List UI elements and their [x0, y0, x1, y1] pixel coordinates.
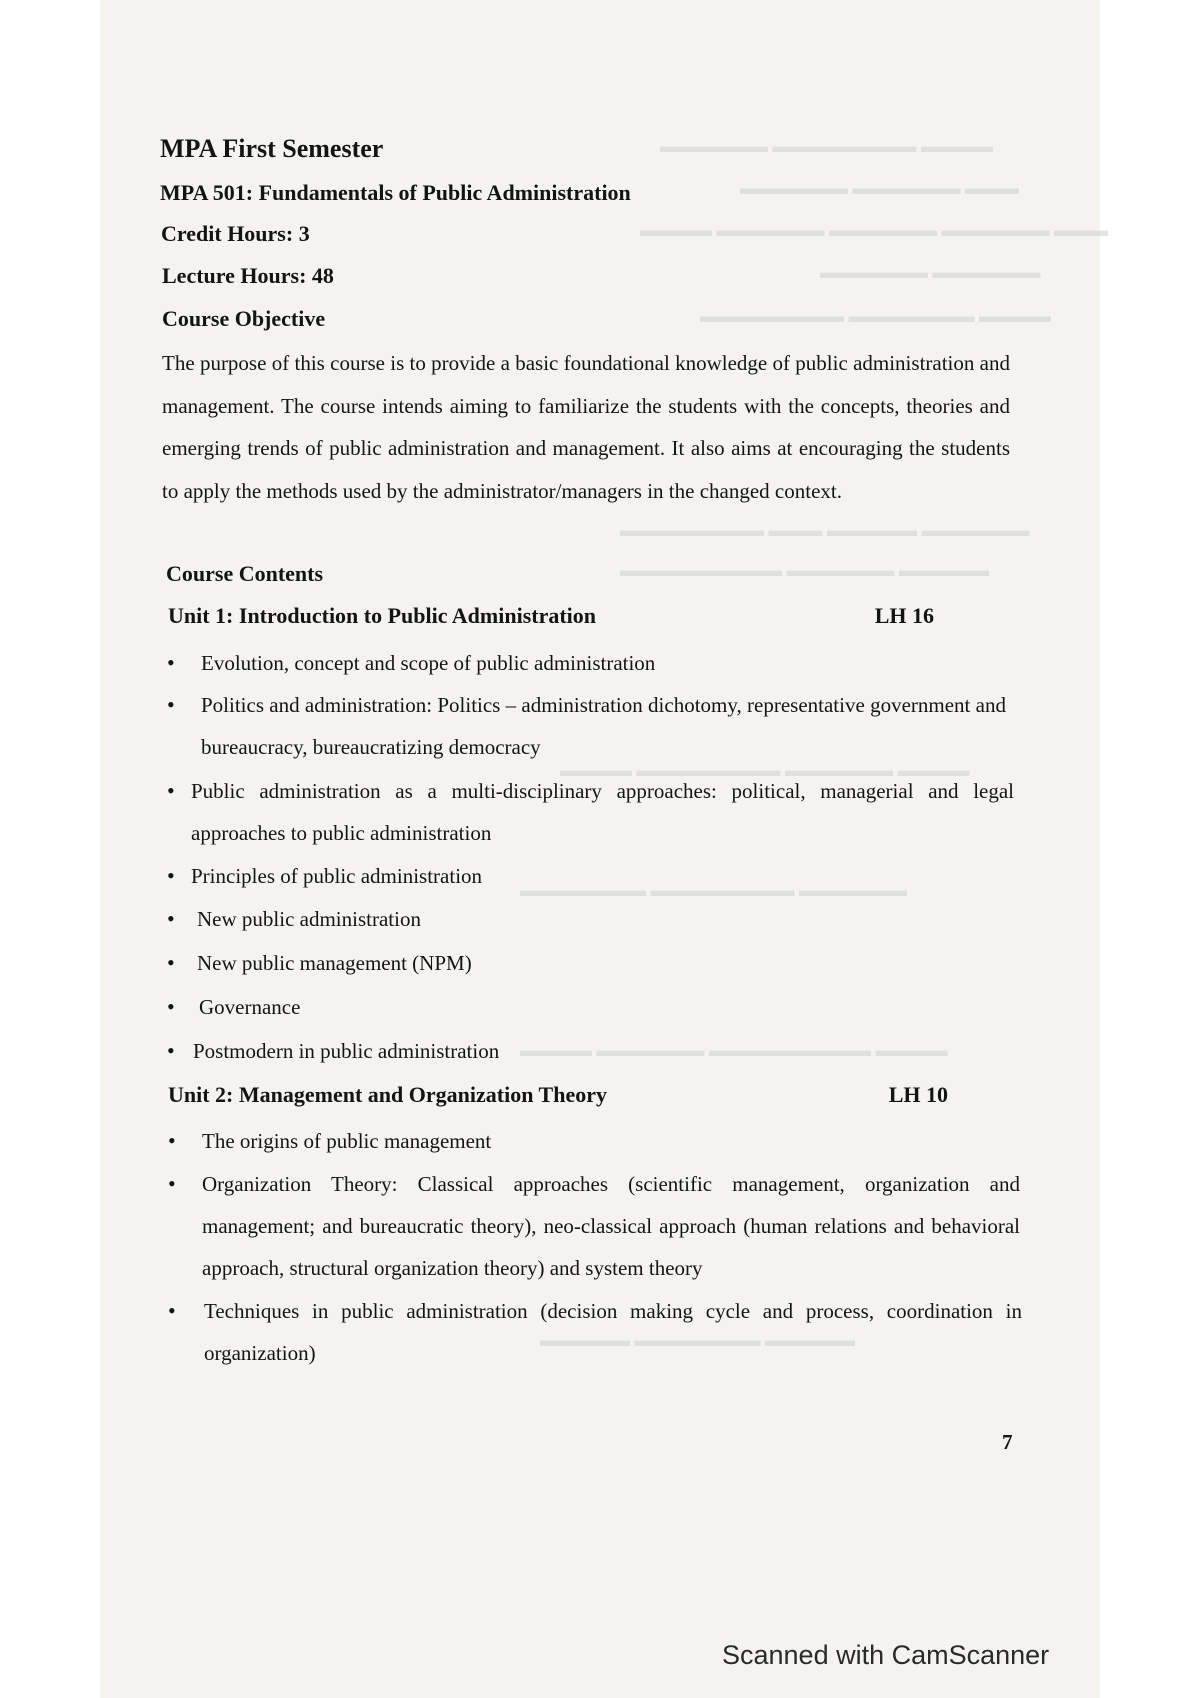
bullet-icon: • [167, 778, 175, 803]
bullet-icon: • [168, 1171, 176, 1196]
course-contents-heading: Course Contents [166, 561, 324, 586]
bleed-through: ▬▬▬▬ ▬▬▬▬▬▬▬▬▬ ▬▬▬▬▬▬ ▬▬▬▬ [520, 1040, 948, 1060]
bleed-through: ▬▬▬▬▬ ▬▬▬▬▬▬ ▬▬▬▬▬▬▬▬▬ [620, 560, 989, 580]
list-item: • Politics and administration: Politics – administration dichotomy, representative government and bureaucracy, bureaucratizing democracy [167, 684, 1006, 768]
list-item: • Techniques in public administration (decision making cycle and process, coordination in organization) [168, 1290, 1022, 1374]
list-item: • Organization Theory: Classical approaches (scientific management, organization and management; and bureaucratic theory), neo-classical approach (human relations and behavioral approach, structural organization theory) and system theory [168, 1163, 1020, 1289]
unit-1-header [168, 603, 1006, 629]
unit-lecture-hours: LH 16 [874, 603, 934, 628]
list-item: • Governance [167, 986, 999, 1028]
list-item: • New public administration [167, 898, 997, 940]
bullet-icon: • [167, 1038, 175, 1063]
unit-lecture-hours: LH 10 [888, 1082, 948, 1107]
bleed-through: ▬▬▬ ▬▬▬▬▬▬ ▬▬▬▬▬▬ [740, 178, 1019, 198]
lecture-hours: Lecture Hours: 48 [162, 263, 334, 288]
bullet-icon: • [168, 1298, 176, 1323]
credit-hours: Credit Hours: 3 [161, 221, 310, 246]
list-item: • Evolution, concept and scope of public administration [167, 642, 1001, 684]
course-objective-text: The purpose of this course is to provide a basic foundational knowledge of public administration and management. The course intends aiming to familiarize the students with the concepts, theories and emerging trends of public administration and management. It also aims at encouraging the students to apply the methods used by the administrator/managers in the changed context. [162, 351, 1010, 503]
bleed-through: ▬▬▬▬ ▬▬▬▬▬▬▬ ▬▬▬▬▬▬▬▬ [700, 306, 1051, 326]
page-number: 7 [1002, 1430, 1013, 1454]
bleed-through: ▬▬▬▬ ▬▬▬▬▬▬ ▬▬▬▬▬▬▬▬ ▬▬▬▬ [560, 760, 970, 780]
unit-title: Unit 2: Management and Organization Theory [168, 1082, 607, 1107]
bleed-through: ▬▬▬▬▬▬ ▬▬▬▬▬▬ [820, 262, 1041, 282]
list-item: • The origins of public management [168, 1120, 1002, 1162]
bleed-through: ▬▬▬ ▬▬▬▬▬▬ ▬▬▬▬▬▬ ▬▬▬▬▬▬ ▬▬▬▬ [640, 220, 1108, 240]
unit-2-header [168, 1082, 1006, 1108]
camscanner-watermark: Scanned with CamScanner [722, 1640, 1050, 1670]
bullet-icon: • [167, 863, 175, 888]
semester-heading: MPA First Semester [160, 134, 384, 163]
course-objective-heading: Course Objective [162, 306, 326, 331]
bleed-through: ▬▬▬▬▬▬ ▬▬▬▬▬▬▬▬ ▬▬▬▬▬▬▬ [520, 880, 907, 900]
bullet-icon: • [167, 906, 175, 931]
unit-title: Unit 1: Introduction to Public Administration [168, 603, 597, 628]
list-item: • Principles of public administration [167, 855, 991, 897]
list-item: • New public management (NPM) [167, 942, 997, 984]
list-item: • Postmodern in public administration [167, 1030, 993, 1072]
list-item: • Public administration as a multi-disciplinary approaches: political, managerial and legal approaches to public administration [167, 770, 1014, 854]
bullet-icon: • [167, 950, 175, 975]
bullet-icon: • [167, 650, 175, 675]
bullet-icon: • [167, 994, 175, 1019]
bullet-icon: • [167, 692, 175, 717]
bleed-through: ▬▬▬▬▬▬ ▬▬▬▬▬ ▬▬▬ ▬▬▬▬▬▬▬▬ [620, 520, 1030, 540]
bullet-icon: • [168, 1128, 176, 1153]
course-title: MPA 501: Fundamentals of Public Administration [160, 180, 631, 205]
bleed-through: ▬▬▬▬ ▬▬▬▬▬▬▬▬ ▬▬▬▬▬▬ [660, 136, 993, 156]
bleed-through: ▬▬▬▬▬ ▬▬▬▬▬▬▬ ▬▬▬▬▬ [540, 1330, 855, 1350]
